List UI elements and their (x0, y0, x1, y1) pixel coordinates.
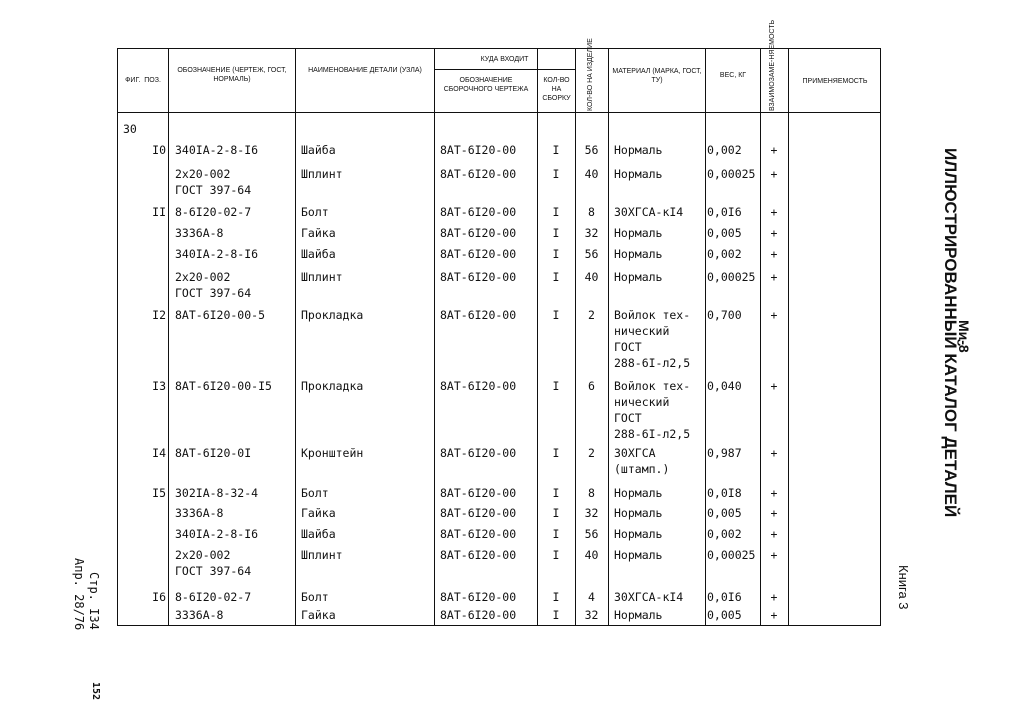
cell-qa: I (552, 226, 560, 240)
cell-pos: I5 (152, 486, 166, 500)
cell-qp: 56 (584, 247, 599, 261)
header-qty-assembly: КОЛ-ВО НА СБОРКУ (542, 77, 571, 102)
cell-qp: 40 (584, 167, 599, 181)
cell-x: + (770, 143, 778, 157)
cell-name: Шплинт (301, 270, 343, 284)
cell-w: 0,00025 (707, 270, 756, 284)
cell-des: 8-6I20-02-7 (175, 205, 252, 219)
cell-w: 0,00025 (707, 167, 756, 181)
cell-asm: 8AT-6I20-00 (440, 270, 517, 284)
cell-qp: 40 (584, 270, 599, 284)
cell-name: Шайба (301, 143, 336, 157)
cell-qp: 8 (588, 205, 595, 219)
header-weight: ВЕС, КГ (719, 72, 747, 79)
header-fig-pos (118, 76, 168, 85)
cell-qa: I (552, 205, 560, 219)
header-designation: ОБОЗНАЧЕНИЕ (ЧЕРТЕЖ, ГОСТ, НОРМАЛЬ) (177, 67, 287, 83)
header-divider (118, 112, 880, 113)
cell-asm: 8AT-6I20-00 (440, 143, 517, 157)
cell-name: Шплинт (301, 548, 343, 562)
cell-x: + (770, 205, 778, 219)
cell-name: Болт (301, 486, 329, 500)
cell-qp: 2 (588, 308, 595, 322)
cell-asm: 8AT-6I20-00 (440, 446, 517, 460)
header-applicability: ПРИМЕНЯЕМОСТЬ (802, 78, 868, 85)
cell-qa: I (552, 308, 560, 322)
cell-mat: Нормаль (614, 486, 663, 500)
cell-asm: 8AT-6I20-00 (440, 608, 517, 622)
cell-pos: I0 (152, 143, 166, 157)
cell-w: 0,0I6 (707, 590, 742, 604)
cell-asm: 8AT-6I20-00 (440, 379, 517, 393)
cell-x: + (770, 270, 778, 284)
col-divider (168, 49, 169, 625)
cell-qa: I (552, 167, 560, 181)
cell-pos: II (152, 205, 166, 219)
cell-name: Гайка (301, 226, 336, 240)
header-sub-divider (434, 69, 575, 70)
revision-date: Апр. 28/76 (72, 558, 86, 631)
figure-number: 30 (123, 122, 137, 136)
cell-des: 340IA-2-8-I6 (175, 527, 259, 541)
cell-name: Шплинт (301, 167, 343, 181)
cell-w: 0,0I8 (707, 486, 742, 500)
header-assembly: ОБОЗНАЧЕНИЕ СБОРОЧНОГО ЧЕРТЕЖА (443, 77, 529, 93)
cell-x: + (770, 446, 778, 460)
cell-asm: 8AT-6I20-00 (440, 247, 517, 261)
cell-qp: 40 (584, 548, 599, 562)
cell-asm: 8AT-6I20-00 (440, 226, 517, 240)
header-interchange: ВЗАИМОЗАМЕ-НЯЕМОСТЬ (769, 19, 776, 111)
cell-mat: Нормаль (614, 167, 663, 181)
cell-name: Гайка (301, 506, 336, 520)
cell-name: Гайка (301, 608, 336, 622)
cell-w: 0,005 (707, 506, 742, 520)
header-qty-product: КОЛ-ВО НА ИЗДЕЛИЕ (587, 38, 594, 111)
cell-asm: 8AT-6I20-00 (440, 167, 517, 181)
cell-des: 8AT-6I20-0I (175, 446, 252, 460)
header-fig: ФИГ. (125, 77, 141, 84)
cell-des: 340IA-2-8-I6 (175, 143, 259, 157)
cell-mat: Нормаль (614, 506, 663, 520)
cell-qp: 4 (588, 590, 595, 604)
cell-w: 0,002 (707, 527, 742, 541)
cell-name: Болт (301, 590, 329, 604)
cell-mat: Нормаль (614, 608, 663, 622)
cell-qa: I (552, 527, 560, 541)
cell-x: + (770, 590, 778, 604)
cell-asm: 8AT-6I20-00 (440, 506, 517, 520)
header-where: КУДА ВХОДИТ (480, 56, 529, 63)
cell-mat: Нормаль (614, 527, 663, 541)
cell-asm: 8AT-6I20-00 (440, 205, 517, 219)
cell-asm: 8AT-6I20-00 (440, 590, 517, 604)
cell-qa: I (552, 247, 560, 261)
cell-pos: I4 (152, 446, 166, 460)
cell-mat: Нормаль (614, 270, 663, 284)
cell-x: + (770, 167, 778, 181)
cell-mat: Нормаль (614, 247, 663, 261)
cell-name: Болт (301, 205, 329, 219)
cell-mat: 30ХГСА-кI4 (614, 205, 684, 219)
cell-des: 3336A-8 (175, 226, 224, 240)
cell-des: 2x20-002 ГОСТ 397-64 (175, 167, 252, 197)
cell-qp: 2 (588, 446, 595, 460)
header-name: НАИМЕНОВАНИЕ ДЕТАЛИ (УЗЛА) (308, 67, 422, 74)
cell-mat: Нормаль (614, 548, 663, 562)
cell-name: Прокладка (301, 379, 364, 393)
cell-mat: Войлок тех- нический ГОСТ 288-6I-л2,5 (614, 379, 691, 441)
cell-pos: I2 (152, 308, 166, 322)
col-divider (705, 49, 706, 625)
col-divider (434, 49, 435, 625)
col-divider (608, 49, 609, 625)
cell-x: + (770, 608, 778, 622)
cell-des: 340IA-2-8-I6 (175, 247, 259, 261)
page-number: Стр. I34 (87, 572, 101, 630)
cell-w: 0,00025 (707, 548, 756, 562)
cell-x: + (770, 308, 778, 322)
cell-x: + (770, 548, 778, 562)
cell-des: 3336A-8 (175, 608, 224, 622)
cell-des: 8AT-6I20-00-5 (175, 308, 266, 322)
cell-des: 8-6I20-02-7 (175, 590, 252, 604)
cell-qp: 56 (584, 143, 599, 157)
cell-mat: Нормаль (614, 143, 663, 157)
cell-mat: 30ХГСА (штамп.) (614, 446, 670, 476)
cell-x: + (770, 506, 778, 520)
cell-pos: I6 (152, 590, 166, 604)
cell-name: Шайба (301, 527, 336, 541)
parts-table (117, 19, 881, 626)
cell-mat: 30ХГСА-кI4 (614, 590, 684, 604)
cell-name: Кронштейн (301, 446, 364, 460)
cell-w: 0,987 (707, 446, 742, 460)
cell-qp: 6 (588, 379, 595, 393)
cell-x: + (770, 486, 778, 500)
cell-qa: I (552, 506, 560, 520)
cell-qp: 32 (584, 226, 599, 240)
cell-qp: 56 (584, 527, 599, 541)
cell-x: + (770, 226, 778, 240)
cell-w: 0,0I6 (707, 205, 742, 219)
cell-name: Шайба (301, 247, 336, 261)
cell-asm: 8AT-6I20-00 (440, 486, 517, 500)
cell-w: 0,002 (707, 143, 742, 157)
cell-w: 0,005 (707, 608, 742, 622)
cell-qp: 32 (584, 608, 599, 622)
cell-x: + (770, 379, 778, 393)
cell-asm: 8AT-6I20-00 (440, 548, 517, 562)
col-divider (788, 49, 789, 625)
cell-pos: I3 (152, 379, 166, 393)
cell-qa: I (552, 486, 560, 500)
sheet-number: 152 (90, 682, 101, 701)
cell-des: 302IA-8-32-4 (175, 486, 259, 500)
header-pos: ПОЗ. (144, 77, 161, 84)
cell-asm: 8AT-6I20-00 (440, 527, 517, 541)
cell-qa: I (552, 379, 560, 393)
cell-name: Прокладка (301, 308, 364, 322)
cell-w: 0,002 (707, 247, 742, 261)
cell-qa: I (552, 608, 560, 622)
cell-x: + (770, 247, 778, 261)
cell-des: 2x20-002 ГОСТ 397-64 (175, 270, 252, 300)
catalog-title: ИЛЛЮСТРИРОВАННЫЙ КАТАЛОГ ДЕТАЛЕЙ (941, 148, 960, 518)
cell-qa: I (552, 590, 560, 604)
header-material: МАТЕРИАЛ (МАРКА, ГОСТ, ТУ) (612, 68, 702, 84)
cell-w: 0,005 (707, 226, 742, 240)
cell-des: 8AT-6I20-00-I5 (175, 379, 272, 393)
cell-qp: 32 (584, 506, 599, 520)
col-divider (295, 49, 296, 625)
model-label: Ми-8 (956, 320, 972, 353)
cell-asm: 8AT-6I20-00 (440, 308, 517, 322)
cell-qa: I (552, 446, 560, 460)
cell-w: 0,040 (707, 379, 742, 393)
cell-w: 0,700 (707, 308, 742, 322)
book-label: Книга 3 (896, 565, 911, 610)
cell-mat: Войлок тех- нический ГОСТ 288-6I-л2,5 (614, 308, 691, 370)
cell-qa: I (552, 270, 560, 284)
cell-qa: I (552, 548, 560, 562)
cell-qa: I (552, 143, 560, 157)
cell-qp: 8 (588, 486, 595, 500)
cell-des: 3336A-8 (175, 506, 224, 520)
cell-mat: Нормаль (614, 226, 663, 240)
cell-des: 2x20-002 ГОСТ 397-64 (175, 548, 252, 578)
cell-x: + (770, 527, 778, 541)
